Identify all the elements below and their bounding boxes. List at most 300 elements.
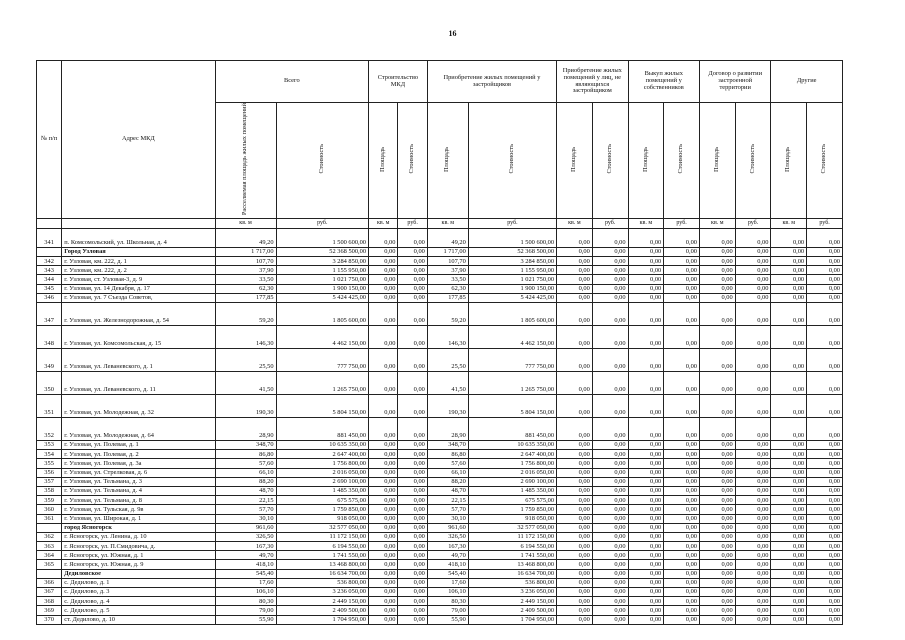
table-row — [37, 468, 843, 477]
cost-cell: 0,00 — [592, 477, 628, 486]
cost-cell: 0,00 — [807, 542, 843, 551]
cost-cell: 0,00 — [807, 496, 843, 505]
cost-cell: 0,00 — [592, 514, 628, 523]
area-cell: 0,00 — [557, 459, 593, 468]
area-cell: 0,00 — [699, 514, 735, 523]
area-cell: 0,00 — [771, 459, 807, 468]
area-cell: 79,00 — [427, 606, 468, 615]
area-cell: 0,00 — [369, 372, 398, 395]
area-cell: 0,00 — [628, 395, 664, 418]
area-cell: 0,00 — [369, 349, 398, 372]
cost-cell: 3 284 850,00 — [468, 257, 556, 266]
cost-cell: 32 577 050,00 — [276, 523, 368, 532]
cost-cell: 2 409 500,00 — [468, 606, 556, 615]
area-cell: 41,50 — [427, 372, 468, 395]
cost-cell: 0,00 — [664, 542, 700, 551]
area-cell: 0,00 — [699, 560, 735, 569]
area-cell: 545,40 — [427, 569, 468, 578]
cost-cell: 11 172 150,00 — [468, 532, 556, 541]
cost-cell: 4 462 150,00 — [276, 326, 368, 349]
cost-cell: 0,00 — [807, 578, 843, 587]
cost-cell: 0,00 — [592, 542, 628, 551]
area-cell: 0,00 — [557, 303, 593, 326]
area-cell: 106,10 — [215, 588, 276, 597]
area-cell: 0,00 — [369, 395, 398, 418]
unit-cell: кв. м — [215, 218, 276, 228]
cost-cell: 0,00 — [398, 257, 427, 266]
area-cell: 0,00 — [628, 560, 664, 569]
area-cell: 0,00 — [557, 551, 593, 560]
area-cell: 0,00 — [557, 228, 593, 247]
area-cell: 57,60 — [427, 459, 468, 468]
area-cell: 0,00 — [369, 468, 398, 477]
address-cell: г. Узловая, км. 222, д. 1 — [62, 257, 215, 266]
area-cell: 0,00 — [369, 228, 398, 247]
table-row — [37, 578, 843, 587]
area-cell: 0,00 — [369, 247, 398, 256]
area-cell: 0,00 — [628, 551, 664, 560]
row-number: 348 — [37, 326, 62, 349]
cost-cell: 0,00 — [664, 532, 700, 541]
cost-cell: 0,00 — [592, 372, 628, 395]
area-cell: 0,00 — [699, 293, 735, 302]
area-cell: 0,00 — [369, 459, 398, 468]
area-cell: 62,30 — [215, 284, 276, 293]
row-number: 346 — [37, 293, 62, 302]
municipality-name: город Ясногорск — [62, 523, 215, 532]
area-cell: 0,00 — [628, 349, 664, 372]
cost-cell: 0,00 — [592, 578, 628, 587]
row-number — [37, 569, 62, 578]
cost-cell: 0,00 — [735, 542, 771, 551]
cost-cell: 0,00 — [398, 349, 427, 372]
address-cell: г. Ясногорск, ул. П.Смидовича, д. — [62, 542, 215, 551]
area-cell: 0,00 — [369, 450, 398, 459]
cost-cell: 0,00 — [592, 303, 628, 326]
area-cell: 0,00 — [699, 459, 735, 468]
cost-cell: 0,00 — [398, 468, 427, 477]
cost-cell: 2 016 050,00 — [276, 468, 368, 477]
cost-cell: 0,00 — [807, 326, 843, 349]
sub-area-header: Площадь — [699, 103, 735, 219]
cost-cell: 0,00 — [664, 615, 700, 624]
address-cell: г. Узловая, ул. 7 Съезда Советов, — [62, 293, 215, 302]
area-cell: 0,00 — [771, 477, 807, 486]
area-cell: 0,00 — [771, 597, 807, 606]
address-cell: с. Дедилово, д. 1 — [62, 578, 215, 587]
address-cell: г. Узловая, ул. 14 Декабря, д. 17 — [62, 284, 215, 293]
cost-cell: 0,00 — [807, 569, 843, 578]
area-cell: 57,70 — [427, 505, 468, 514]
cost-cell: 0,00 — [592, 606, 628, 615]
cost-cell: 0,00 — [807, 588, 843, 597]
cost-cell: 52 368 500,00 — [276, 247, 368, 256]
area-cell: 0,00 — [557, 597, 593, 606]
area-cell: 0,00 — [771, 468, 807, 477]
sub-cost-header: Стоимость — [592, 103, 628, 219]
cost-cell: 0,00 — [664, 266, 700, 275]
cost-cell: 0,00 — [807, 486, 843, 495]
cost-cell: 0,00 — [735, 486, 771, 495]
cost-cell: 0,00 — [592, 496, 628, 505]
area-cell: 190,30 — [427, 395, 468, 418]
table-row — [37, 275, 843, 284]
cost-cell: 0,00 — [664, 551, 700, 560]
sub-cost-header: Стоимость — [807, 103, 843, 219]
table-row — [37, 303, 843, 326]
area-cell: 0,00 — [557, 284, 593, 293]
cost-cell: 0,00 — [664, 303, 700, 326]
cost-cell: 0,00 — [735, 395, 771, 418]
row-number: 368 — [37, 597, 62, 606]
cost-cell: 675 575,00 — [276, 496, 368, 505]
area-cell: 0,00 — [771, 326, 807, 349]
area-cell: 0,00 — [771, 247, 807, 256]
area-cell: 0,00 — [369, 615, 398, 624]
row-number: 362 — [37, 532, 62, 541]
cost-cell: 0,00 — [592, 523, 628, 532]
area-cell: 17,60 — [427, 578, 468, 587]
cost-cell: 0,00 — [807, 293, 843, 302]
unit-cell: руб. — [735, 218, 771, 228]
cost-cell: 0,00 — [592, 459, 628, 468]
sub-cost-header: Стоимость — [468, 103, 556, 219]
cost-cell: 0,00 — [664, 275, 700, 284]
address-cell: г. Ясногорск, ул. Южная, д. 9 — [62, 560, 215, 569]
address-cell: с. Дедилово, д. 5 — [62, 606, 215, 615]
sub-area-header: Площадь — [771, 103, 807, 219]
cost-cell: 0,00 — [398, 247, 427, 256]
cost-cell: 0,00 — [664, 228, 700, 247]
area-cell: 177,85 — [215, 293, 276, 302]
area-cell: 0,00 — [369, 542, 398, 551]
area-cell: 0,00 — [699, 395, 735, 418]
area-cell: 0,00 — [557, 514, 593, 523]
cost-cell: 0,00 — [807, 284, 843, 293]
area-cell: 0,00 — [557, 326, 593, 349]
table-row — [37, 514, 843, 523]
area-cell: 0,00 — [369, 303, 398, 326]
area-cell: 326,50 — [427, 532, 468, 541]
area-cell: 0,00 — [699, 349, 735, 372]
table-row — [37, 588, 843, 597]
cost-cell: 0,00 — [592, 418, 628, 441]
cost-cell: 918 050,00 — [468, 514, 556, 523]
address-cell: ст. Дедилово, д. 10 — [62, 615, 215, 624]
cost-cell: 0,00 — [735, 560, 771, 569]
area-cell: 0,00 — [628, 418, 664, 441]
address-cell: г. Узловая, ул. Леваневского, д. 11 — [62, 372, 215, 395]
area-cell: 0,00 — [369, 532, 398, 541]
area-cell: 0,00 — [557, 560, 593, 569]
address-cell: г. Узловая, ул. Тульская, д. 9в — [62, 505, 215, 514]
table-row — [37, 293, 843, 302]
cost-cell: 1 704 950,00 — [276, 615, 368, 624]
area-cell: 0,00 — [557, 496, 593, 505]
row-number: 365 — [37, 560, 62, 569]
area-cell: 0,00 — [628, 468, 664, 477]
area-cell: 0,00 — [699, 486, 735, 495]
cost-cell: 0,00 — [398, 303, 427, 326]
row-number: 341 — [37, 228, 62, 247]
cost-cell: 1 805 600,00 — [468, 303, 556, 326]
cost-cell: 0,00 — [664, 459, 700, 468]
area-cell: 0,00 — [771, 450, 807, 459]
area-cell: 0,00 — [557, 569, 593, 578]
area-cell: 177,85 — [427, 293, 468, 302]
unit-cell: руб. — [468, 218, 556, 228]
area-cell: 0,00 — [628, 496, 664, 505]
cost-cell: 0,00 — [735, 588, 771, 597]
row-number: 361 — [37, 514, 62, 523]
area-cell: 30,10 — [427, 514, 468, 523]
area-cell: 0,00 — [557, 293, 593, 302]
area-cell: 0,00 — [628, 578, 664, 587]
cost-cell: 0,00 — [735, 275, 771, 284]
cost-cell: 0,00 — [592, 486, 628, 495]
area-cell: 0,00 — [771, 418, 807, 441]
area-cell: 0,00 — [557, 266, 593, 275]
area-cell: 55,90 — [427, 615, 468, 624]
area-cell: 0,00 — [699, 542, 735, 551]
cost-cell: 0,00 — [664, 578, 700, 587]
cost-cell: 0,00 — [664, 505, 700, 514]
area-cell: 0,00 — [699, 418, 735, 441]
area-cell: 49,70 — [427, 551, 468, 560]
cost-cell: 2 016 050,00 — [468, 468, 556, 477]
area-cell: 0,00 — [557, 615, 593, 624]
address-cell: п. Комсомольский, ул. Школьная, д. 4 — [62, 228, 215, 247]
cost-cell: 0,00 — [398, 606, 427, 615]
cost-cell: 536 800,00 — [468, 578, 556, 587]
cost-cell: 0,00 — [807, 514, 843, 523]
group-subtotal-row — [37, 247, 843, 256]
cost-cell: 0,00 — [592, 266, 628, 275]
col-number-header: № п/п — [37, 61, 62, 219]
area-cell: 418,10 — [427, 560, 468, 569]
unit-cell: кв. м — [628, 218, 664, 228]
address-cell: г. Узловая, ул. Полевая, д. 3а — [62, 459, 215, 468]
area-cell: 0,00 — [557, 505, 593, 514]
cost-cell: 777 750,00 — [276, 349, 368, 372]
cost-cell: 0,00 — [807, 441, 843, 450]
cost-cell: 0,00 — [735, 496, 771, 505]
area-cell: 0,00 — [771, 372, 807, 395]
cost-cell: 0,00 — [735, 247, 771, 256]
sub-area-header: Расселяемая площадь жилых помещений — [215, 103, 276, 219]
area-cell: 0,00 — [771, 293, 807, 302]
area-cell: 0,00 — [771, 615, 807, 624]
area-cell: 37,90 — [215, 266, 276, 275]
cost-cell: 1 900 150,00 — [276, 284, 368, 293]
area-cell: 0,00 — [557, 542, 593, 551]
address-cell: г. Узловая, ул. Леваневского, д. 1 — [62, 349, 215, 372]
area-cell: 0,00 — [369, 551, 398, 560]
area-cell: 28,90 — [215, 418, 276, 441]
cost-cell: 0,00 — [735, 514, 771, 523]
cost-cell: 0,00 — [664, 395, 700, 418]
area-cell: 0,00 — [699, 247, 735, 256]
area-cell: 0,00 — [369, 569, 398, 578]
unit-cell: руб. — [807, 218, 843, 228]
cost-cell: 0,00 — [398, 284, 427, 293]
area-cell: 0,00 — [628, 514, 664, 523]
area-cell: 0,00 — [369, 560, 398, 569]
cost-cell: 2 647 400,00 — [276, 450, 368, 459]
cost-cell: 0,00 — [398, 505, 427, 514]
area-cell: 0,00 — [557, 578, 593, 587]
cost-cell: 0,00 — [592, 326, 628, 349]
row-number: 363 — [37, 542, 62, 551]
cost-cell: 0,00 — [398, 477, 427, 486]
table-row — [37, 459, 843, 468]
area-cell: 348,70 — [427, 441, 468, 450]
area-cell: 0,00 — [771, 523, 807, 532]
cost-cell: 1 756 800,00 — [276, 459, 368, 468]
unit-cell: кв. м — [369, 218, 398, 228]
area-cell: 0,00 — [771, 303, 807, 326]
cost-cell: 777 750,00 — [468, 349, 556, 372]
cost-cell: 0,00 — [735, 597, 771, 606]
area-cell: 59,20 — [427, 303, 468, 326]
area-cell: 0,00 — [699, 450, 735, 459]
area-cell: 17,60 — [215, 578, 276, 587]
cost-cell: 0,00 — [664, 349, 700, 372]
area-cell: 86,80 — [427, 450, 468, 459]
cost-cell: 0,00 — [735, 418, 771, 441]
cost-cell: 4 462 150,00 — [468, 326, 556, 349]
address-cell: г. Узловая, ул. Молодежная, д. 64 — [62, 418, 215, 441]
cost-cell: 3 236 050,00 — [468, 588, 556, 597]
area-cell: 0,00 — [628, 257, 664, 266]
unit-cell: руб. — [592, 218, 628, 228]
cost-cell: 1 741 550,00 — [468, 551, 556, 560]
area-cell: 55,90 — [215, 615, 276, 624]
cost-cell: 0,00 — [735, 228, 771, 247]
cost-cell: 881 450,00 — [468, 418, 556, 441]
area-cell: 0,00 — [771, 441, 807, 450]
area-cell: 37,90 — [427, 266, 468, 275]
cost-cell: 0,00 — [592, 349, 628, 372]
area-cell: 0,00 — [699, 477, 735, 486]
area-cell: 0,00 — [557, 588, 593, 597]
area-cell: 0,00 — [628, 284, 664, 293]
cost-cell: 0,00 — [664, 523, 700, 532]
municipality-name: Дедиловское — [62, 569, 215, 578]
address-cell: г. Узловая, ул. Комсомольская, д. 15 — [62, 326, 215, 349]
cost-cell: 0,00 — [398, 514, 427, 523]
cost-cell: 536 800,00 — [276, 578, 368, 587]
cost-cell: 1 485 350,00 — [468, 486, 556, 495]
area-cell: 0,00 — [369, 326, 398, 349]
area-cell: 49,20 — [427, 228, 468, 247]
cost-cell: 0,00 — [664, 468, 700, 477]
area-cell: 0,00 — [557, 257, 593, 266]
cost-cell: 0,00 — [398, 532, 427, 541]
cost-cell: 0,00 — [398, 326, 427, 349]
cost-cell: 0,00 — [664, 477, 700, 486]
area-cell: 0,00 — [369, 505, 398, 514]
address-cell: г. Узловая, ул. Полевая, д. 2 — [62, 450, 215, 459]
sub-cost-header: Стоимость — [276, 103, 368, 219]
address-cell: г. Ясногорск, ул. Ленина, д. 10 — [62, 532, 215, 541]
group-buyout-header: Выкуп жилых помещений у собственников — [628, 61, 699, 103]
cost-cell: 0,00 — [807, 477, 843, 486]
table-row — [37, 551, 843, 560]
area-cell: 0,00 — [699, 505, 735, 514]
area-cell: 0,00 — [628, 588, 664, 597]
row-number: 350 — [37, 372, 62, 395]
area-cell: 79,00 — [215, 606, 276, 615]
area-cell: 167,30 — [215, 542, 276, 551]
area-cell: 961,60 — [427, 523, 468, 532]
area-cell: 22,15 — [427, 496, 468, 505]
cost-cell: 5 424 425,00 — [276, 293, 368, 302]
area-cell: 0,00 — [699, 303, 735, 326]
address-cell: г. Узловая, ст. Узловая-3, д. 9 — [62, 275, 215, 284]
address-cell: г. Ясногорск, ул. Южная, д. 1 — [62, 551, 215, 560]
row-number: 358 — [37, 486, 62, 495]
area-cell: 0,00 — [771, 257, 807, 266]
row-number — [37, 523, 62, 532]
cost-cell: 0,00 — [398, 293, 427, 302]
area-cell: 0,00 — [369, 293, 398, 302]
address-cell: г. Узловая, ул. Молодежная, д. 32 — [62, 395, 215, 418]
row-number: 349 — [37, 349, 62, 372]
row-number: 360 — [37, 505, 62, 514]
area-cell: 57,60 — [215, 459, 276, 468]
table-row — [37, 486, 843, 495]
area-cell: 0,00 — [628, 486, 664, 495]
table-row — [37, 606, 843, 615]
area-cell: 0,00 — [771, 560, 807, 569]
cost-cell: 1 759 850,00 — [276, 505, 368, 514]
area-cell: 0,00 — [628, 523, 664, 532]
area-cell: 0,00 — [369, 588, 398, 597]
area-cell: 0,00 — [369, 606, 398, 615]
cost-cell: 5 804 150,00 — [468, 395, 556, 418]
area-cell: 0,00 — [628, 275, 664, 284]
area-cell: 0,00 — [628, 459, 664, 468]
cost-cell: 10 635 350,00 — [276, 441, 368, 450]
area-cell: 0,00 — [699, 275, 735, 284]
row-number: 359 — [37, 496, 62, 505]
cost-cell: 0,00 — [735, 303, 771, 326]
area-cell: 0,00 — [369, 441, 398, 450]
area-cell: 0,00 — [699, 551, 735, 560]
cost-cell: 0,00 — [664, 560, 700, 569]
table-row — [37, 349, 843, 372]
table-row — [37, 326, 843, 349]
area-cell: 0,00 — [771, 349, 807, 372]
area-cell: 0,00 — [771, 542, 807, 551]
area-cell: 0,00 — [369, 514, 398, 523]
cost-cell: 0,00 — [807, 275, 843, 284]
resettlement-table — [36, 60, 843, 625]
cost-cell: 13 468 800,00 — [468, 560, 556, 569]
cost-cell: 16 634 700,00 — [276, 569, 368, 578]
area-cell: 0,00 — [369, 266, 398, 275]
address-cell: г. Узловая, ул. Тельмана, д. 8 — [62, 496, 215, 505]
unit-cell: руб. — [398, 218, 427, 228]
table-row — [37, 266, 843, 275]
area-cell: 80,30 — [427, 597, 468, 606]
area-cell: 0,00 — [699, 257, 735, 266]
cost-cell: 0,00 — [735, 569, 771, 578]
cost-cell: 0,00 — [735, 349, 771, 372]
area-cell: 0,00 — [699, 532, 735, 541]
cost-cell: 16 634 700,00 — [468, 569, 556, 578]
